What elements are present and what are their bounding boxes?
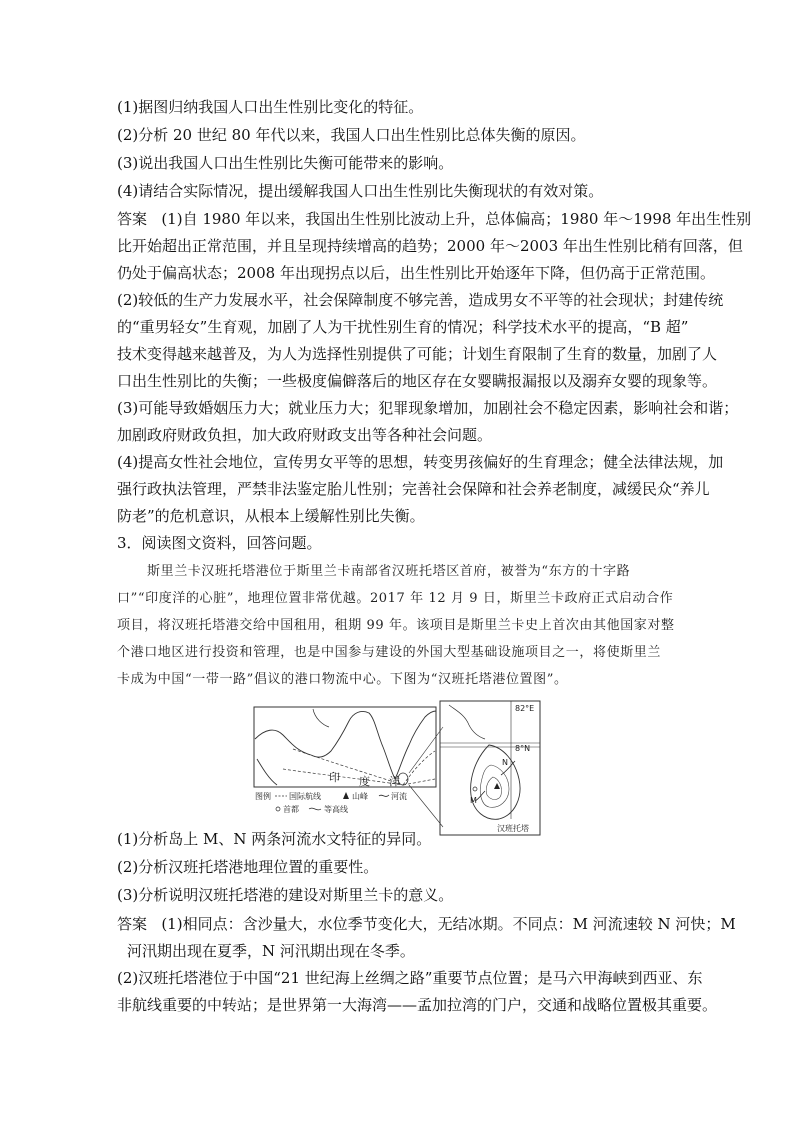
- hambantota-location-map: [253, 699, 543, 839]
- q2-item-4: (4)请结合实际情况，提出缓解我国人口出生性别比失衡现状的有效对策。: [117, 182, 604, 200]
- q3-item-1: (1)分析岛上 M、N 两条河流水文特征的异同。: [117, 830, 432, 848]
- q3-answer-line-3: (2)汉班托塔港位于中国“21 世纪海上丝绸之路”重要节点位置；是马六甲海峡到西亚、东: [117, 969, 703, 987]
- q2-answer-line-10: (4)提高女性社会地位，宣传男女平等的思想，转变男孩偏好的生育理念；健全法律法规，加: [117, 453, 724, 471]
- route-2: [293, 749, 403, 785]
- legend-route: 国际航线: [289, 792, 321, 801]
- answer-text: (1)自 1980 年以来，我国出生性别比波动上升，总体偏高；1980 年～1998 年出生性别: [161, 210, 752, 228]
- legend-capital-icon: [276, 807, 280, 811]
- q2-answer-line-2: 比开始超出正常范围，并且呈现持续增高的趋势；2000 年～2003 年出生性别比稍有回落，但: [117, 237, 743, 255]
- legend-peak: 山峰: [352, 792, 368, 801]
- q2-item-2: (2)分析 20 世纪 80 年代以来，我国人口出生性别比总体失衡的原因。: [117, 126, 586, 144]
- answer-text: (1)相同点：含沙量大，水位季节变化大，无结冰期。不同点：M 河流速较 N 河快；M: [161, 915, 736, 933]
- legend-peak-icon: [343, 792, 349, 799]
- river-m-label: M: [470, 796, 477, 805]
- inset-connector-2: [409, 785, 443, 827]
- q2-item-1: (1)据图归纳我国人口出生性别比变化的特征。: [117, 98, 424, 116]
- legend-river-icon: [379, 795, 389, 796]
- coastline-gulf: [313, 709, 329, 727]
- legend-contour: 等高线: [324, 805, 348, 814]
- ocean-label-2: 度: [359, 775, 370, 788]
- q3-title: 3．阅读图文资料，回答问题。: [117, 534, 322, 552]
- lat-label: 8°N: [515, 744, 531, 753]
- q3-item-2: (2)分析汉班托塔港地理位置的重要性。: [117, 858, 379, 876]
- q3-passage-line-5: 卡成为中国“一带一路”倡议的港口物流中心。下图为“汉班托塔港位置图”。: [117, 672, 568, 687]
- ocean-label-3: 洋: [389, 775, 400, 788]
- q3-passage-line-1: 斯里兰卡汉班托塔港位于斯里兰卡南部省汉班托塔区首府，被誉为“东方的十字路: [147, 564, 631, 579]
- coastline-africa: [257, 759, 277, 785]
- q2-answer-line-7: 口出生性别比的失衡；一些极度偏僻落后的地区存在女婴瞒报漏报以及溺弃女婴的现象等。: [117, 372, 718, 390]
- q3-item-3: (3)分析说明汉班托塔港的建设对斯里兰卡的意义。: [117, 886, 454, 904]
- q3-answer-line-1: [117, 914, 736, 934]
- q2-answer-line-12: 防老”的危机意识，从根本上缓解性别比失衡。: [117, 507, 425, 525]
- peak-icon: [494, 783, 500, 789]
- india-tip: [449, 705, 485, 739]
- answer-label: 答案: [117, 210, 148, 228]
- legend-contour-icon: [309, 808, 321, 810]
- answer-label: 答案: [117, 915, 148, 933]
- coastline: [255, 711, 436, 779]
- q2-answer-line-8: (3)可能导致婚姻压力大；就业压力大；犯罪现象增加，加剧社会不稳定因素，影响社会和谐；: [117, 399, 739, 417]
- capital-icon: [473, 787, 477, 791]
- q2-answer-line-9: 加剧政府财政负担，加大政府财政支出等各种社会问题。: [117, 426, 493, 444]
- q2-item-3: (3)说出我国人口出生性别比失衡可能带来的影响。: [117, 154, 454, 172]
- q3-passage-line-2: 口”“印度洋的心脏”，地理位置非常优越。2017 年 12 月 9 日，斯里兰卡政府正式启动合作: [117, 591, 674, 606]
- q2-answer-line-4: (2)较低的生产力发展水平，社会保障制度不够完善，造成男女不平等的社会现状；封建传统: [117, 291, 724, 309]
- inset-map-frame: [440, 701, 540, 835]
- legend-capital: 首都: [283, 805, 299, 814]
- legend-title: 图例: [255, 792, 271, 801]
- q2-answer-line-11: 强行政执法管理，严禁非法鉴定胎儿性别；完善社会保障和社会养老制度，减缓民众“养儿: [117, 480, 710, 498]
- q2-answer-line-3: 仍处于偏高状态；2008 年出现拐点以后，出生性别比开始逐年下降，但仍高于正常范围。: [117, 264, 715, 282]
- q3-answer-line-2: 河汛期出现在夏季，N 河汛期出现在冬季。: [127, 942, 415, 960]
- contour-1: [480, 765, 509, 807]
- river-n-label: N: [502, 758, 508, 767]
- legend-river: 河流: [391, 792, 407, 801]
- sri-lanka-island: [471, 745, 520, 819]
- q3-passage-line-3: 项目，将汉班托塔港交给中国租用，租期 99 年。该项目是斯里兰卡史上首次由其他国家对整: [117, 618, 675, 633]
- q2-answer-line-1: [117, 209, 751, 229]
- lon-label: 82°E: [515, 704, 535, 713]
- regional-map-frame: [254, 707, 436, 787]
- q2-answer-line-5: 的“重男轻女”生育观，加剧了人为干扰性别生育的情况；科学技术水平的提高，“B 超”: [117, 318, 689, 336]
- q2-answer-line-6: 技术变得越来越普及，为人为选择性别提供了可能；计划生育限制了生育的数量，加剧了人: [117, 345, 718, 363]
- port-label: 汉班托塔: [497, 824, 529, 833]
- route-1: [283, 769, 403, 785]
- q3-passage-line-4: 个港口地区进行投资和管理，也是中国参与建设的外国大型基础设施项目之一，将使斯里兰: [117, 645, 662, 660]
- q3-answer-line-4: 非航线重要的中转站；是世界第一大海湾——孟加拉湾的门户，交通和战略位置极其重要。: [117, 996, 718, 1014]
- map-svg: [253, 699, 543, 839]
- ocean-label-1: 印: [329, 771, 340, 784]
